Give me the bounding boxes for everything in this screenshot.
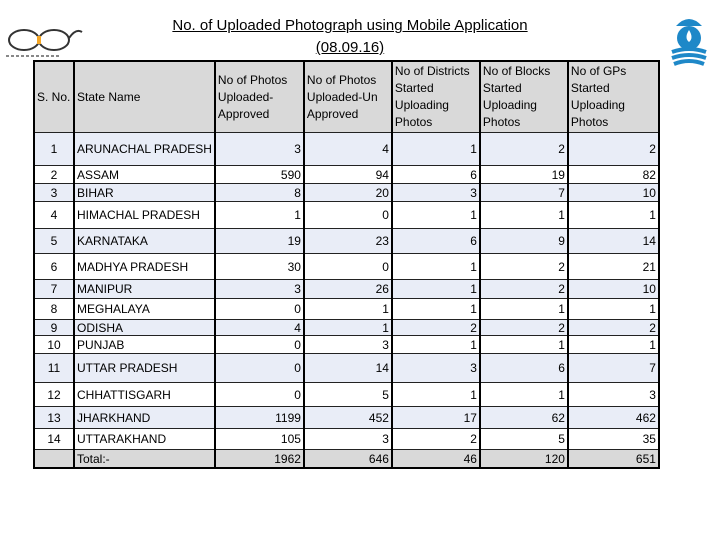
cell-approved: 105	[215, 429, 304, 450]
cell-approved: 0	[215, 336, 304, 354]
cell-blocks: 1	[480, 383, 568, 407]
cell-state: PUNJAB	[74, 336, 215, 354]
drinking-water-logo	[668, 12, 710, 73]
total-gps: 651	[568, 450, 659, 469]
cell-sno: 7	[34, 280, 74, 299]
cell-sno: 9	[34, 320, 74, 336]
cell-blocks: 2	[480, 280, 568, 299]
table-row	[34, 254, 659, 280]
page-title: No. of Uploaded Photograph using Mobile Application	[172, 17, 528, 34]
cell-state: KARNATAKA	[74, 229, 215, 254]
cell-blocks: 1	[480, 336, 568, 354]
cell-sno: 4	[34, 202, 74, 229]
cell-unapproved: 23	[304, 229, 392, 254]
cell-blocks: 9	[480, 229, 568, 254]
cell-sno: 8	[34, 299, 74, 320]
cell-approved: 4	[215, 320, 304, 336]
table-header	[34, 61, 659, 133]
cell-state: ASSAM	[74, 166, 215, 184]
cell-blocks: 7	[480, 184, 568, 202]
cell-sno: 5	[34, 229, 74, 254]
cell-sno: 12	[34, 383, 74, 407]
cell-approved: 30	[215, 254, 304, 280]
cell-sno: 6	[34, 254, 74, 280]
cell-blocks: 2	[480, 133, 568, 166]
cell-unapproved: 0	[304, 202, 392, 229]
cell-blocks: 5	[480, 429, 568, 450]
cell-unapproved: 3	[304, 336, 392, 354]
total-unapproved: 646	[304, 450, 392, 469]
cell-districts: 1	[392, 133, 480, 166]
cell-state: CHHATTISGARH	[74, 383, 215, 407]
header-sno: S. No.	[34, 61, 74, 133]
cell-sno: 10	[34, 336, 74, 354]
cell-state: ODISHA	[74, 320, 215, 336]
cell-approved: 0	[215, 299, 304, 320]
cell-districts: 17	[392, 407, 480, 429]
cell-gps: 14	[568, 229, 659, 254]
cell-gps: 7	[568, 354, 659, 383]
cell-unapproved: 1	[304, 299, 392, 320]
table-row	[34, 407, 659, 429]
cell-districts: 2	[392, 320, 480, 336]
cell-approved: 8	[215, 184, 304, 202]
cell-districts: 1	[392, 280, 480, 299]
total-blocks: 120	[480, 450, 568, 469]
cell-unapproved: 26	[304, 280, 392, 299]
cell-districts: 1	[392, 336, 480, 354]
cell-districts: 2	[392, 429, 480, 450]
table-row	[34, 133, 659, 166]
cell-gps: 1	[568, 202, 659, 229]
table-row	[34, 184, 659, 202]
cell-blocks: 1	[480, 299, 568, 320]
cell-unapproved: 0	[304, 254, 392, 280]
cell-districts: 1	[392, 254, 480, 280]
total-row	[34, 450, 659, 469]
cell-districts: 6	[392, 166, 480, 184]
table-row	[34, 383, 659, 407]
cell-gps: 2	[568, 133, 659, 166]
header-gps: No of GPs Started Uploading Photos	[568, 61, 659, 133]
cell-approved: 1199	[215, 407, 304, 429]
cell-unapproved: 20	[304, 184, 392, 202]
cell-state: BIHAR	[74, 184, 215, 202]
cell-blocks: 62	[480, 407, 568, 429]
cell-approved: 3	[215, 133, 304, 166]
cell-unapproved: 3	[304, 429, 392, 450]
header-districts: No of Districts Started Uploading Photos	[392, 61, 480, 133]
cell-sno: 1	[34, 133, 74, 166]
cell-gps: 35	[568, 429, 659, 450]
total-approved: 1962	[215, 450, 304, 469]
cell-sno: 11	[34, 354, 74, 383]
cell-gps: 82	[568, 166, 659, 184]
cell-sno: 3	[34, 184, 74, 202]
total-districts: 46	[392, 450, 480, 469]
upload-stats-table	[33, 60, 660, 469]
cell-unapproved: 94	[304, 166, 392, 184]
cell-state: UTTAR PRADESH	[74, 354, 215, 383]
cell-districts: 6	[392, 229, 480, 254]
cell-approved: 19	[215, 229, 304, 254]
cell-approved: 590	[215, 166, 304, 184]
header-approved: No of Photos Uploaded-Approved	[215, 61, 304, 133]
cell-districts: 1	[392, 202, 480, 229]
cell-approved: 0	[215, 383, 304, 407]
cell-districts: 1	[392, 383, 480, 407]
swachh-bharat-logo	[4, 20, 84, 65]
header-blocks: No of Blocks Started Uploading Photos	[480, 61, 568, 133]
table-row	[34, 354, 659, 383]
cell-blocks: 1	[480, 202, 568, 229]
total-state: Total:-	[74, 450, 215, 469]
cell-state: MADHYA PRADESH	[74, 254, 215, 280]
cell-blocks: 6	[480, 354, 568, 383]
cell-unapproved: 452	[304, 407, 392, 429]
cell-approved: 3	[215, 280, 304, 299]
cell-state: ARUNACHAL PRADESH	[74, 133, 215, 166]
cell-blocks: 19	[480, 166, 568, 184]
cell-gps: 10	[568, 280, 659, 299]
table-row	[34, 320, 659, 336]
cell-unapproved: 1	[304, 320, 392, 336]
cell-gps: 3	[568, 383, 659, 407]
header-unapproved: No of Photos Uploaded-Un Approved	[304, 61, 392, 133]
table-row	[34, 429, 659, 450]
report-date: (08.09.16)	[315, 39, 385, 56]
cell-blocks: 2	[480, 254, 568, 280]
cell-sno: 2	[34, 166, 74, 184]
cell-approved: 0	[215, 354, 304, 383]
cell-districts: 3	[392, 354, 480, 383]
cell-state: JHARKHAND	[74, 407, 215, 429]
cell-unapproved: 14	[304, 354, 392, 383]
table-row	[34, 336, 659, 354]
cell-state: UTTARAKHAND	[74, 429, 215, 450]
header-state: State Name	[74, 61, 215, 133]
cell-sno: 14	[34, 429, 74, 450]
cell-state: HIMACHAL PRADESH	[74, 202, 215, 229]
cell-approved: 1	[215, 202, 304, 229]
cell-sno: 13	[34, 407, 74, 429]
cell-districts: 1	[392, 299, 480, 320]
cell-unapproved: 4	[304, 133, 392, 166]
total-sno	[34, 450, 74, 469]
table-row	[34, 202, 659, 229]
table-row	[34, 166, 659, 184]
cell-gps: 462	[568, 407, 659, 429]
table-row	[34, 280, 659, 299]
cell-gps: 1	[568, 299, 659, 320]
cell-gps: 1	[568, 336, 659, 354]
cell-gps: 21	[568, 254, 659, 280]
cell-gps: 2	[568, 320, 659, 336]
table-row	[34, 299, 659, 320]
cell-gps: 10	[568, 184, 659, 202]
cell-unapproved: 5	[304, 383, 392, 407]
cell-state: MEGHALAYA	[74, 299, 215, 320]
cell-districts: 3	[392, 184, 480, 202]
table-row	[34, 229, 659, 254]
cell-state: MANIPUR	[74, 280, 215, 299]
cell-blocks: 2	[480, 320, 568, 336]
